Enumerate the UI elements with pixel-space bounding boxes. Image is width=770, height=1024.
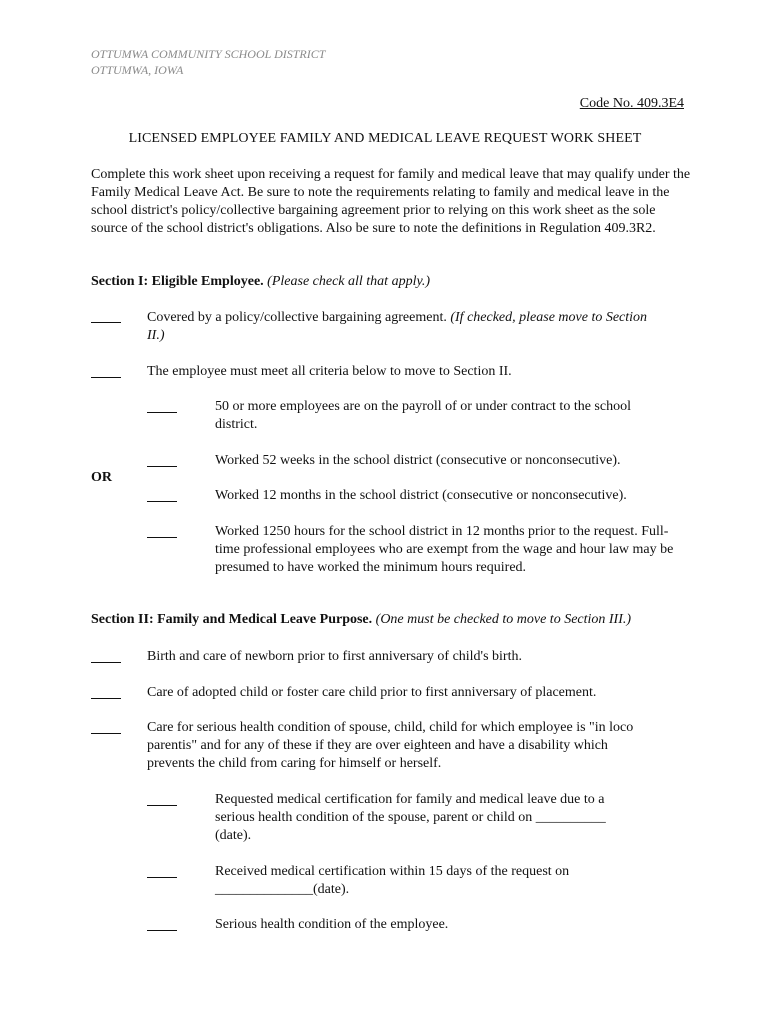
code-number: Code No. 409.3E4 xyxy=(579,96,684,111)
checkbox-blank[interactable] xyxy=(147,930,177,931)
section2-subitem-3: Serious health condition of the employee. xyxy=(215,917,449,932)
item-note: (If checked, please move to Section II.) xyxy=(147,310,648,343)
section2-title: Section II: Family and Medical Leave Purpose. xyxy=(91,612,373,627)
checkbox-blank[interactable] xyxy=(91,698,121,699)
section2-item-3: Care for serious health condition of spouse, child, child for which employee is "in loco parentis" and for any of these if they are over eighteen and have a disability which prevents the child from caring for himself or herself. xyxy=(147,720,634,771)
section2-subitem-1: Requested medical certification for family and medical leave due to a serious health condition of the spouse, parent or child on __________ (date). xyxy=(215,792,606,843)
district-name: OTTUMWA COMMUNITY SCHOOL DISTRICT xyxy=(91,47,326,61)
section1-subitem-1: 50 or more employees are on the payroll of or under contract to the school district. xyxy=(215,399,631,432)
section1-subitem-4: Worked 1250 hours for the school district in 12 months prior to the request. Full-time professional employees who are exempt from the wage and hour law may be presumed to have worked the minimum hours required. xyxy=(215,524,674,575)
section2-item-1: Birth and care of newborn prior to first anniversary of child's birth. xyxy=(147,649,522,664)
section1-note: (Please check all that apply.) xyxy=(267,274,431,289)
page-title: LICENSED EMPLOYEE FAMILY AND MEDICAL LEAVE REQUEST WORK SHEET xyxy=(128,131,642,146)
checkbox-blank[interactable] xyxy=(147,805,177,806)
item-text: Covered by a policy/collective bargaining agreement. xyxy=(147,310,447,325)
section1-item-2: The employee must meet all criteria below to move to Section II. xyxy=(147,364,512,379)
checkbox-blank[interactable] xyxy=(91,733,121,734)
section1-subitem-2: Worked 52 weeks in the school district (consecutive or nonconsecutive). xyxy=(215,453,621,468)
intro-paragraph: Complete this work sheet upon receiving a request for family and medical leave that may qualify under the Family Medical Leave Act. Be sure to note the requirements relating to family and medical leave in the school district's policy/collective bargaining agreement prior to relying on this work sheet as the sole source of the school district's obligations. Also be sure to note the definitions in Regulation 409.3R2. xyxy=(91,167,691,236)
or-label: OR xyxy=(91,470,112,485)
section1-title: Section I: Eligible Employee. xyxy=(91,274,264,289)
section2-item-2: Care of adopted child or foster care child prior to first anniversary of placement. xyxy=(147,685,597,700)
district-city: OTTUMWA, IOWA xyxy=(91,63,184,77)
section2-subitem-2: Received medical certification within 15 days of the request on ______________(date). xyxy=(215,864,570,897)
checkbox-blank[interactable] xyxy=(147,877,177,878)
section2-note: (One must be checked to move to Section III.) xyxy=(375,612,632,627)
section1-subitem-3: Worked 12 months in the school district (consecutive or nonconsecutive). xyxy=(215,488,627,503)
checkbox-blank[interactable] xyxy=(91,662,121,663)
